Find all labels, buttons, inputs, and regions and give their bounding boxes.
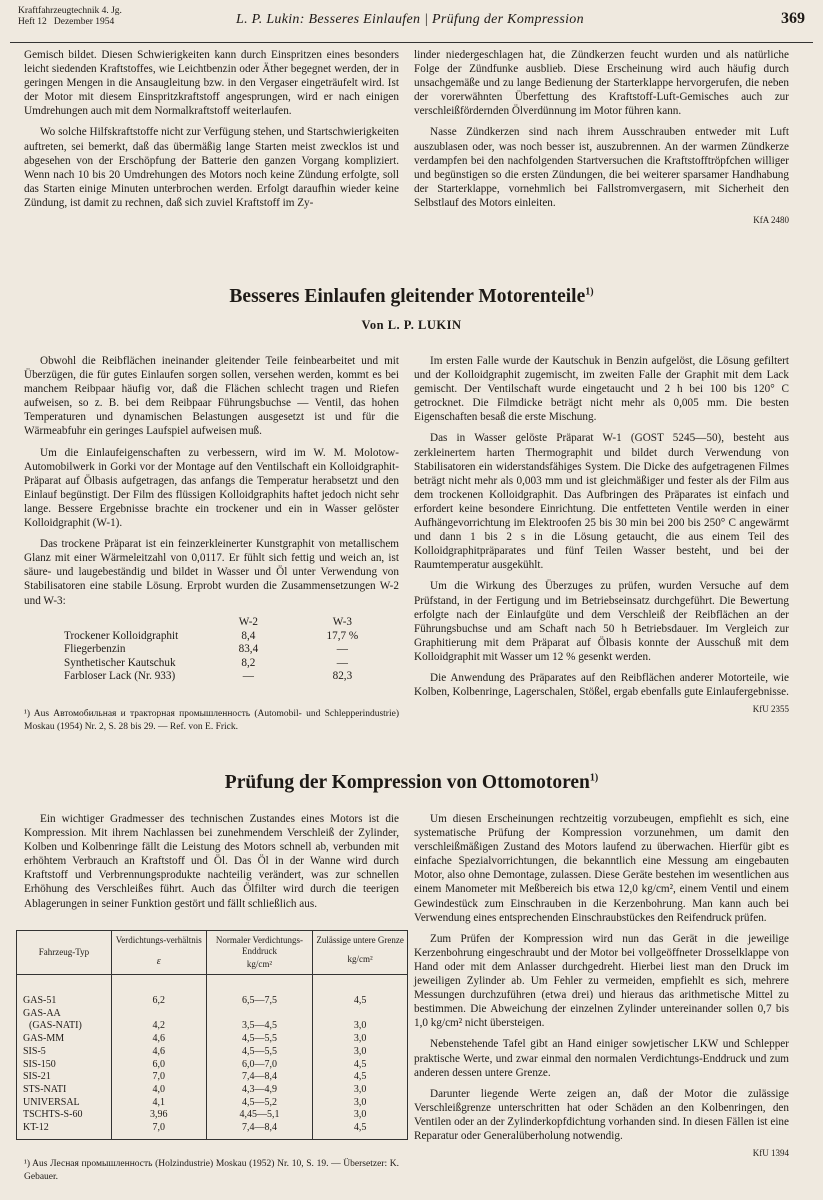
- article-author: Von L. P. LUKIN: [361, 318, 462, 332]
- column-header: W-2: [238, 615, 259, 628]
- footnote-mark: 1): [589, 772, 599, 784]
- table-row: SIS-150 6,0 6,0—7,0 4,5: [17, 1059, 408, 1072]
- compression-table: [16, 930, 408, 1140]
- compression-table-wrapper: [16, 928, 408, 1140]
- column-header: W-3: [332, 615, 353, 628]
- paragraph: Um diesen Erscheinungen rechtzeitig vorzubeugen, empfiehlt es sich, eine systematische Prüfung der Kompression vorzunehmen, um damit den verschleißmäßigen Zustand des Motors laufend zu überwachen. Hierfür gibt es einfache Spezialvorrichtungen, die bekanntlich eine Messung am eingebauten Motor, also ohne Demontage, zulassen. Diese Geräte bestehen im wesentlichen aus einem Manometer mit Meßbereich bis etwa 12,0 kg/cm², einem Ventil und einem Gewindestück zum Einschrauben in die Kerzenbohrung. Man kann auch bei Verwendung eines entsprechenden Einschraubstückes den Reifendruck prüfen.: [414, 813, 789, 924]
- top-right-column: [414, 48, 789, 227]
- column-header: Verdichtungs-verhältnis ε: [111, 931, 206, 975]
- issue-date: Dezember 1954: [53, 17, 115, 27]
- table-row: GAS-AA: [17, 1008, 408, 1021]
- paragraph: Ein wichtiger Gradmesser des technischen Zustandes eines Motors ist die Kompression. Mit ihrem Nachlassen bei zunehmendem Verschleiß der Zylinder, Kolben und Kolbenringe fällt die Leistung des Motors schnell ab, verbunden mit erhöhtem Verbrauch an Kraftstoff und Öl. Das Öl in der Wanne wird durch Kraftstoff und Verbrennungsprodukte nachteilig verändert, was zur schnellen Erhöhung des Verschleißes führt. Auch das Ölfilter wird durch die teerigen Ablagerungen in seiner Funktion gestört und fällt schließlich aus.: [24, 813, 399, 910]
- footnote: ¹) Aus Лесная промышленность (Holzindustrie) Moskau (1952) Nr. 10, S. 19. — Übersetzer: K. Gebauer.: [24, 1159, 399, 1182]
- table-header: [17, 931, 408, 975]
- paragraph: Das trockene Präparat ist ein feinzerkleinerter Kunstgraphit von metallischem Glanz mit einer Wärmeleitzahl von 0,0117. Er fühlt sich fettig und weich an, ist säure- und laugebeständig und bildet in Wasser und Öl unter Verwendung von Stabilisatoren eine stabile Lösung. Erprobt wurden die Zusammensetzungen W-2 und W-3:: [24, 538, 399, 607]
- footnote: ¹) Aus Автомобильная и тракторная промышленность (Automobil- und Schlepperindustrie) Moskau (1954) Nr. 2, S. 28 bis 29. — Ref. von E. Frick.: [24, 709, 399, 732]
- table-row: TSCHTS-S-60 3,96 4,45—5,1 3,0: [17, 1109, 408, 1122]
- paragraph: Zum Prüfen der Kompression wird nun das Gerät in die jeweilige Kerzenbohrung eingeschraubt und der Motor bei vollgeöffneter Drosselklappe von Hand oder mit dem Anlasser durchgedreht. Hierbei liest man den Druck im jeweiligen Zylinder ab. Um Fehler zu vermeiden, empfiehlt es sich, mehrere Messungen durchzuführen (etwa drei) und hieraus das arithmetische Mittel zu bestimmen. Die Abweichung der einzelnen Zylinder untereinander sollen 0,7 bis 1,0 kg/cm² nicht übersteigen.: [414, 932, 789, 1030]
- table-row: SIS-5 4,6 4,5—5,5 3,0: [17, 1046, 408, 1059]
- article1-left-column: [24, 354, 399, 692]
- paragraph: Nasse Zündkerzen sind nach ihrem Ausschrauben entweder mit Luft auszublasen oder, was noch besser ist, auszubrennen. An der warmen Zündkerze verdampfen bei den nachfolgenden Startversuchen die Kraftstofftröpfchen williger und begünstigen so die ersten Zündungen, die bei weiterer sparsamer Handhabung der Starterklappe, vornehmlich bei Fallstromvergasern, mit Sicherheit den Selbstlauf des Motors einleiten.: [414, 126, 789, 209]
- paragraph: Darunter liegende Werte zeigen an, daß der Motor die zulässige Verschleißgrenze unterschritten hat oder Schäden an den Kolbenringen, den Ventilen oder an der Zylinderkopfdichtung vorhanden sind. In diesen Fällen ist eine Reparatur oder Generalüberholung notwendig.: [414, 1087, 789, 1142]
- paragraph: Um die Einlaufeigenschaften zu verbessern, wird im W. M. Molotow-Automobilwerk in Gorki vor der Montage auf den Ventilschaft ein Kolloidgraphit-Präparat auf Ölbasis aufgetragen, das anfangs die Temperatur herabsetzt und den Einlauf begünstigt. Der Film des flüssigen Kolloidgraphits haftet jedoch nicht sehr lange. Bessere Ergebnisse brachte ein trockener und ein in Wasser gelöster Kolloidgraphit (W-1).: [24, 446, 399, 530]
- article-title-text: Besseres Einlaufen gleitender Motorenteile: [229, 286, 586, 307]
- paragraph: Gemisch bildet. Diesen Schwierigkeiten kann durch Einspritzen eines besonders leicht siedenden Kraftstoffes, wie Leichtbenzin oder Äther begegnet werden, der in geringen Mengen in die Ansaugleitung bzw. in den Vergaser eingeträufelt wird. Ist der Motor mit diesem Einspritzkraftstoff angesprungen, wird er nach einigen Umdrehungen auch mit dem Normalkraftstoff weiterlaufen.: [24, 49, 399, 118]
- epsilon-symbol: ε: [156, 956, 161, 967]
- table-row: SIS-21 7,0 7,4—8,4 4,5: [17, 1071, 408, 1084]
- table-row: UNIVERSAL 4,1 4,5—5,2 3,0: [17, 1097, 408, 1110]
- table-row: (GAS-NATI) 4,2 3,5—4,5 3,0: [17, 1020, 408, 1033]
- paragraph: Im ersten Falle wurde der Kautschuk in Benzin aufgelöst, die Lösung gefiltert und der Kolloidgraphit zugemischt, im zweiten Falle der Graphit mit dem Lack gemischt. Der Ventilschaft wurde eingetaucht und 2 h bei 100 bis 120° C getrocknet. Die Filmdicke beträgt nicht mehr als 0,005 mm. Die besten Eigenschaften besaß die erste Mischung.: [414, 355, 789, 424]
- article2-right-column: [414, 812, 789, 1160]
- journal-info: [18, 6, 122, 28]
- table-row: KT-12 7,0 7,4—8,4 4,5: [17, 1122, 408, 1139]
- article-title: [0, 286, 823, 308]
- composition-table: [24, 615, 399, 684]
- journal-name: Kraftfahrzeugtechnik 4. Jg.: [18, 6, 122, 16]
- footnote-mark: 1): [585, 286, 594, 298]
- paragraph: Das in Wasser gelöste Präparat W-1 (GOST 5245—50), besteht aus zerkleinertem harten Thermographit und bildet durch Verwendung von Stabilisatoren ein widerstandsfähiges System. Die Dicke des aufgetragenen Filmes beträgt nicht mehr als 0,003 mm und ist gleichmäßiger und fester als der Film aus dem trockenen Kolloidgraphit. Das Aufbringen des Präparates ist einfach und erfordert keine besondere Einrichtung. Die entfetteten Ventile werden in einer Aufhängevorrichtung im Elektroofen 25 bis 30 min bei 200 bis 250° C angewärmt und dann 1 bis 2 s in die Lösung getaucht, die aus einem Teil des Kolloidgraphitpräparates und fünf Teilen Wasser besteht, und bei der Raumtemperatur ausgekühlt.: [414, 432, 789, 572]
- top-left-column: [24, 48, 399, 217]
- paragraph: Die Anwendung des Präparates auf den Reibflächen anderer Motorteile, wie Kolben, Kolbenringe, Lagerschalen, Stößel, ergab ebenfalls gute Einlaufergebnisse.: [414, 671, 789, 699]
- table-row: Synthetischer Kautschuk 8,2 —: [64, 656, 348, 669]
- running-header: [10, 2, 813, 43]
- table-row: GAS-MM 4,6 4,5—5,5 3,0: [17, 1033, 408, 1046]
- column-header: Zulässige untere Grenze kg/cm²: [313, 931, 408, 975]
- article-title: [0, 772, 823, 794]
- table-row: GAS-51 6,2 6,5—7,5 4,5: [17, 975, 408, 1008]
- column-header: Normaler Verdichtungs-Enddruck kg/cm²: [206, 931, 313, 975]
- table-row: STS-NATI 4,0 4,3—4,9 3,0: [17, 1084, 408, 1097]
- table-row: Fliegerbenzin 83,4 —: [64, 643, 348, 656]
- signature: KfU 1394: [752, 1148, 789, 1159]
- signature: KfA 2480: [753, 215, 789, 226]
- column-header: Fahrzeug-Typ: [17, 931, 112, 975]
- table-row: Farbloser Lack (Nr. 933) — 82,3: [64, 670, 353, 683]
- article2-left-column: [24, 812, 399, 918]
- paragraph: Um die Wirkung des Überzuges zu prüfen, wurden Versuche auf dem Prüfstand, in der Fertigung und im Betriebseinsatz durchgeführt. Die Bewertung erfolgte nach der Einlaufgüte und dem Verschleiß der Reibflächen an der Führungsbuchse und am Schaft nach 50 h Betriebsdauer. Im Vergleich zur Graphitierung mit dem Präparat auf Ölbasis konnte der Ausschuß mit dem Kolloidgraphit mit Wasser um 12 % gesenkt werden.: [414, 580, 789, 663]
- running-title: L. P. Lukin: Besseres Einlaufen | Prüfung der Kompression: [236, 12, 584, 27]
- paragraph: Nebenstehende Tafel gibt an Hand einiger sowjetischer LKW und Schlepper praktische Werte, und zwar einmal den normalen Verdichtungs-Enddruck und zum anderen dessen untere Grenze.: [414, 1038, 789, 1079]
- article1-right-column: [414, 354, 789, 716]
- table-row: Trockener Kolloidgraphit 8,4 17,7 %: [64, 629, 359, 642]
- page-number: 369: [781, 10, 805, 27]
- issue: Heft 12: [18, 17, 47, 27]
- paragraph: Wo solche Hilfskraftstoffe nicht zur Verfügung stehen, und Startschwierigkeiten auftreten, sei bemerkt, daß das übermäßig lange Starten meist zwecklos ist und abgesehen von der Erschöpfung der Batterie den ganzen Vorgang kompliziert. Wenn nach 10 bis 20 Umdrehungen des Motors noch keine Zündung erfolgte, soll das Starten einige Minuten unterbrochen werden. Erfolgt daraufhin wieder keine Zündung, ist damit zu rechnen, daß sich zuviel Kraftstoff im Zy-: [24, 126, 399, 209]
- paragraph: Obwohl die Reibflächen ineinander gleitender Teile feinbearbeitet und mit Überzügen, die für gutes Einlaufen sorgen sollen, versehen werden, kommt es bei manchem Reibpaar häufig vor, daß die Flächen schlecht tragen und Riefen aufweisen, so z. B. bei dem Reibpaar Führungsbuchse — Ventil, das hohen Temperaturen und dynamischen Belastungen ausgesetzt ist und für die Wärmeabfuhr ein geringes Laufspiel aufweisen muß.: [24, 355, 399, 438]
- article-title-text: Prüfung der Kompression von Ottomotoren: [224, 772, 590, 793]
- signature: KfU 2355: [752, 704, 789, 715]
- paragraph: linder niedergeschlagen hat, die Zündkerzen feucht wurden und als natürliche Folge der Zündfunke ausblieb. Diese Erscheinung wird auch häufig durch unsachgemäße und zu lange Bedienung der Starterklappe hervorgerufen, die neben der vorerwähnten Überfettung des Kraftstoff-Luft-Gemisches auch zur verschleißfördernden Ölverdünnung im Motor führen kann.: [414, 49, 789, 118]
